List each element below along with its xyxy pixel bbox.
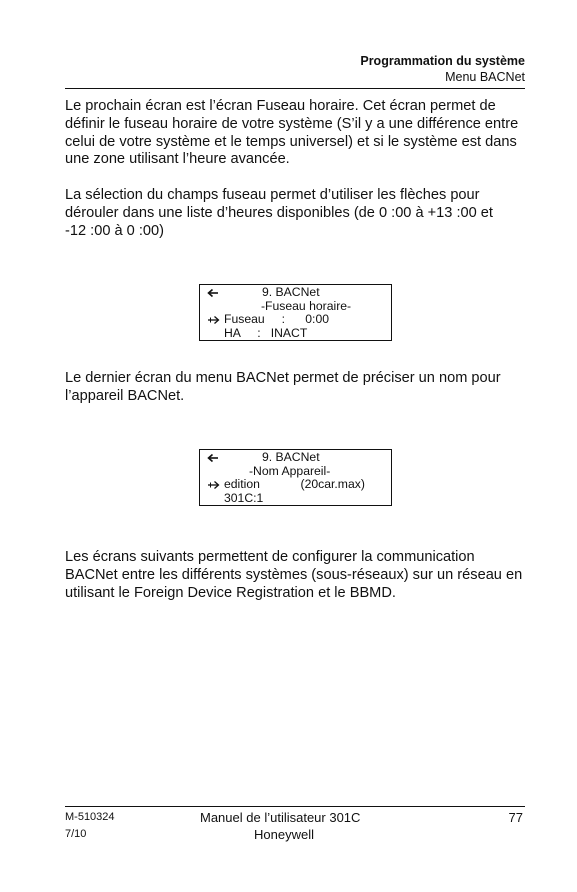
- paragraph-line: utilisant le Foreign Device Registration et le BBMD.: [65, 584, 396, 601]
- paragraph-line: l’appareil BACNet.: [65, 387, 185, 404]
- doc-number: M-510324: [65, 811, 115, 823]
- paragraph-foreign-device: [65, 549, 525, 602]
- paragraph-line: une zone utilisant l’heure avancée.: [65, 151, 290, 168]
- lcd-row-last: [200, 326, 391, 340]
- left-arrow-icon: [206, 285, 220, 299]
- paragraph-line: La sélection du champs fuseau permet d’utiliser les flèches pour: [65, 187, 480, 203]
- lcd-row-title: [200, 285, 391, 299]
- lcd-last-line: 301C:1: [224, 490, 264, 505]
- page-number: 77: [508, 810, 523, 825]
- lcd-field-line: Fuseau : 0:00: [224, 312, 330, 326]
- header-divider: [65, 88, 525, 89]
- manual-title: Manuel de l’utilisateur 301C: [200, 810, 361, 825]
- paragraph-line: dérouler dans une liste d’heures disponibles (de 0 :00 à +13 :00 et: [65, 204, 493, 221]
- lcd-row-last: [200, 491, 391, 505]
- lcd-title: 9. BACNet: [262, 285, 320, 299]
- lcd-title: 9. BACNet: [262, 450, 320, 464]
- lcd-subtitle: -Nom Appareil-: [249, 463, 331, 478]
- lcd-screen-fuseau: [199, 284, 392, 341]
- paragraph-line: Le dernier écran du menu BACNet permet de préciser un nom pour: [65, 370, 501, 386]
- left-arrow-icon: [206, 450, 220, 464]
- lcd-row-field: [200, 312, 391, 326]
- lcd-last-line: HA : INACT: [224, 325, 308, 340]
- lcd-subtitle: -Fuseau horaire-: [261, 298, 352, 313]
- lcd-row-title: [200, 450, 391, 464]
- footer-divider: [65, 806, 525, 807]
- paragraph-line: définir le fuseau horaire de votre système (S’il y a une différence entre: [65, 115, 519, 132]
- paragraph-fuseau-intro: [65, 98, 525, 169]
- select-arrow-icon: [206, 477, 220, 491]
- paragraph-nom-appareil: [65, 370, 525, 406]
- section-title: Programmation du système: [360, 54, 525, 68]
- lcd-field-line: edition (20car.max): [224, 477, 365, 491]
- paragraph-fuseau-selection: [65, 187, 525, 240]
- lcd-screen-nom-appareil: [199, 449, 392, 506]
- select-arrow-icon: [206, 312, 220, 326]
- lcd-row-subtitle: [200, 299, 391, 313]
- doc-date: 7/10: [65, 828, 87, 840]
- paragraph-line: Le prochain écran est l’écran Fuseau horaire. Cet écran permet de: [65, 98, 496, 114]
- subsection-title: Menu BACNet: [445, 70, 525, 84]
- company-name: Honeywell: [254, 827, 314, 842]
- paragraph-line: BACNet entre les différents systèmes (sous-réseaux) sur un réseau en: [65, 566, 523, 583]
- lcd-row-subtitle: [200, 464, 391, 478]
- paragraph-line: celui de votre système et le temps universel) et si le système est dans: [65, 133, 517, 150]
- paragraph-line: -12 :00 à 0 :00): [65, 222, 164, 239]
- lcd-row-field: [200, 477, 391, 491]
- paragraph-line: Les écrans suivants permettent de configurer la communication: [65, 549, 475, 565]
